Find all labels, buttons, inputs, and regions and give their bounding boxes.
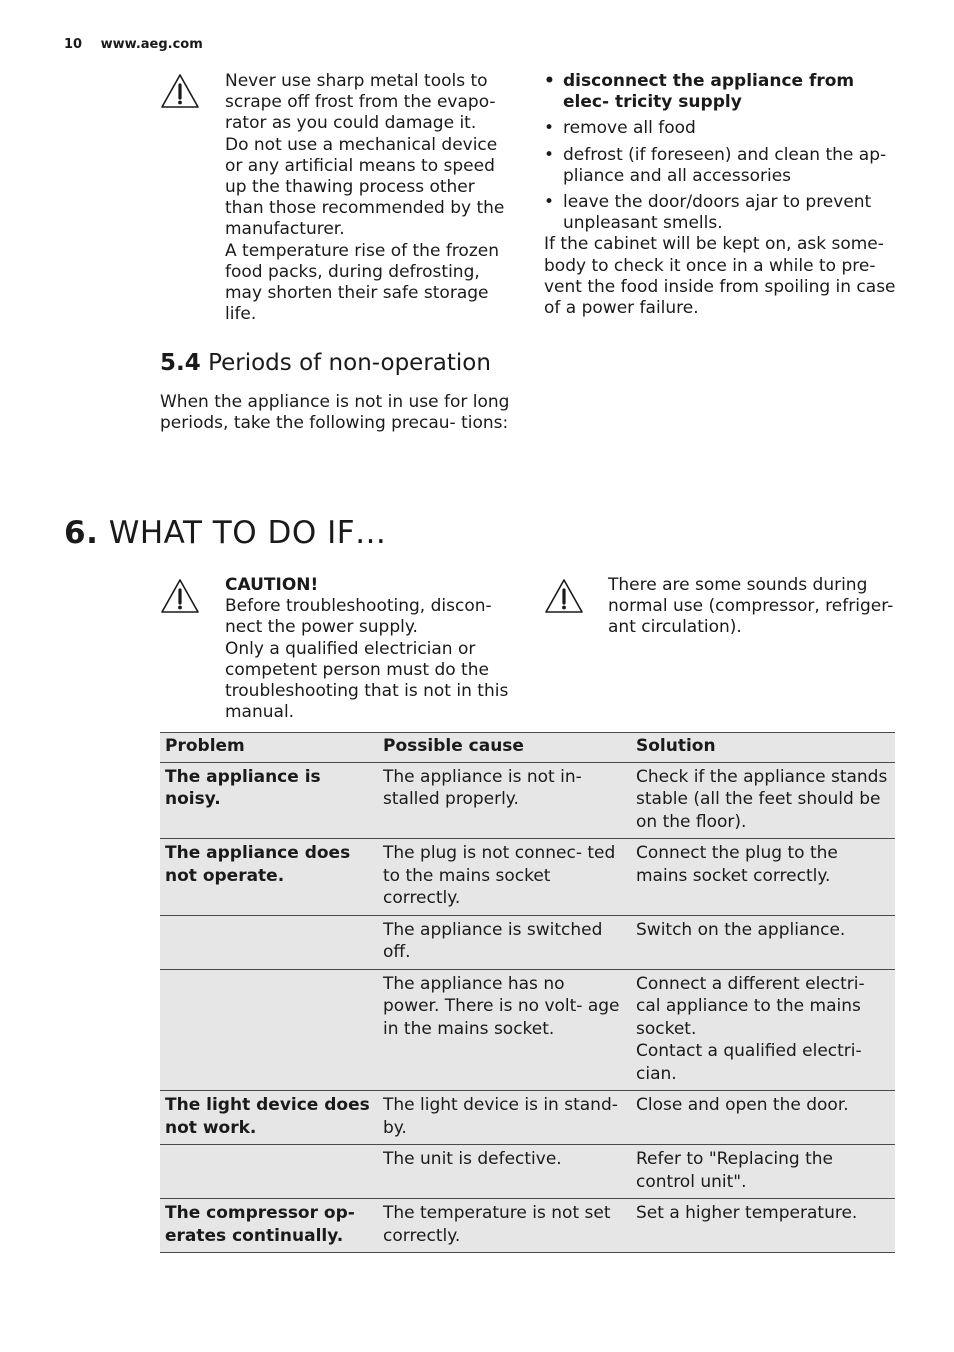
- chapter-number: 6.: [64, 515, 99, 551]
- table-row: [160, 839, 895, 916]
- caution-paragraph: Before troubleshooting, discon- nect the power supply.: [225, 596, 492, 638]
- warning-icon: [544, 578, 584, 614]
- solution-cell: Check if the appliance stands stable (all the feet should be on the floor).: [631, 762, 895, 839]
- table-row: [160, 915, 895, 969]
- caution-label: CAUTION!: [225, 575, 319, 595]
- caution-text: [225, 575, 515, 723]
- table-header-row: [160, 733, 895, 763]
- problem-cell: The light device does not work.: [160, 1091, 378, 1145]
- warning-icon: [160, 73, 200, 109]
- problem-cell: [160, 969, 378, 1091]
- precautions-block: [544, 71, 896, 319]
- table-row: [160, 1091, 895, 1145]
- list-item: • defrost (if foreseen) and clean the ap- pliance and all accessories: [544, 145, 896, 187]
- problem-cell: [160, 915, 378, 969]
- warning-paragraph: A temperature rise of the frozen food packs, during defrosting, may shorten their safe storage life.: [225, 240, 499, 325]
- page-header: [64, 37, 203, 52]
- cause-cell: The unit is defective.: [378, 1145, 631, 1199]
- warning-icon: [160, 578, 200, 614]
- cause-cell: The appliance has no power. There is no volt- age in the mains socket.: [378, 969, 631, 1091]
- table-row: [160, 1199, 895, 1253]
- solution-cell: Connect the plug to the mains socket correctly.: [631, 839, 895, 916]
- cause-cell: The light device is in stand-by.: [378, 1091, 631, 1145]
- cabinet-note: If the cabinet will be kept on, ask some- body to check it once in a while to pre- vent the food inside from spoiling in case of a power failure.: [544, 234, 896, 319]
- warning-defrost-text: [225, 71, 515, 325]
- site-url: www.aeg.com: [100, 37, 203, 52]
- cause-cell: The temperature is not set correctly.: [378, 1199, 631, 1253]
- troubleshooting-table: [160, 732, 895, 1253]
- caution-paragraph: Only a qualified electrician or competent person must do the troubleshooting that is not in this manual.: [225, 638, 509, 723]
- column-header: Solution: [631, 733, 895, 763]
- sounds-note: There are some sounds during normal use (compressor, refriger- ant circulation).: [608, 575, 894, 638]
- solution-cell: Set a higher temperature.: [631, 1199, 895, 1253]
- cause-cell: The plug is not connec- ted to the mains socket correctly.: [378, 839, 631, 916]
- column-header: Problem: [160, 733, 378, 763]
- warning-paragraph: Do not use a mechanical device or any artificial means to speed up the thawing process other than those recommended by the manufacturer.: [225, 134, 505, 240]
- section-intro: When the appliance is not in use for long periods, take the following precau- tions:: [160, 392, 510, 434]
- list-item: • remove all food: [544, 118, 896, 139]
- warning-paragraph: Never use sharp metal tools to scrape off frost from the evapo- rator as you could damage it.: [225, 71, 496, 134]
- section-heading-5-4: [160, 350, 491, 376]
- chapter-heading: [64, 515, 387, 551]
- section-number: 5.4: [160, 350, 201, 376]
- solution-cell: Switch on the appliance.: [631, 915, 895, 969]
- table-row: [160, 969, 895, 1091]
- cause-cell: The appliance is switched off.: [378, 915, 631, 969]
- cause-cell: The appliance is not in- stalled properly.: [378, 762, 631, 839]
- table-row: [160, 1145, 895, 1199]
- list-item: • disconnect the appliance from elec- tricity supply: [544, 71, 896, 113]
- solution-cell: Refer to "Replacing the control unit".: [631, 1145, 895, 1199]
- column-header: Possible cause: [378, 733, 631, 763]
- solution-cell: Connect a different electri- cal appliance to the mains socket. Contact a qualified electri- cian.: [631, 969, 895, 1091]
- chapter-title: WHAT TO DO IF…: [108, 515, 387, 551]
- solution-cell: Close and open the door.: [631, 1091, 895, 1145]
- problem-cell: The compressor op- erates continually.: [160, 1199, 378, 1253]
- precautions-list: [544, 71, 896, 234]
- table-row: [160, 762, 895, 839]
- problem-cell: The appliance is noisy.: [160, 762, 378, 839]
- problem-cell: [160, 1145, 378, 1199]
- page-number: 10: [64, 37, 83, 52]
- problem-cell: The appliance does not operate.: [160, 839, 378, 916]
- section-title: Periods of non-operation: [208, 350, 491, 376]
- list-item: • leave the door/doors ajar to prevent unpleasant smells.: [544, 192, 896, 234]
